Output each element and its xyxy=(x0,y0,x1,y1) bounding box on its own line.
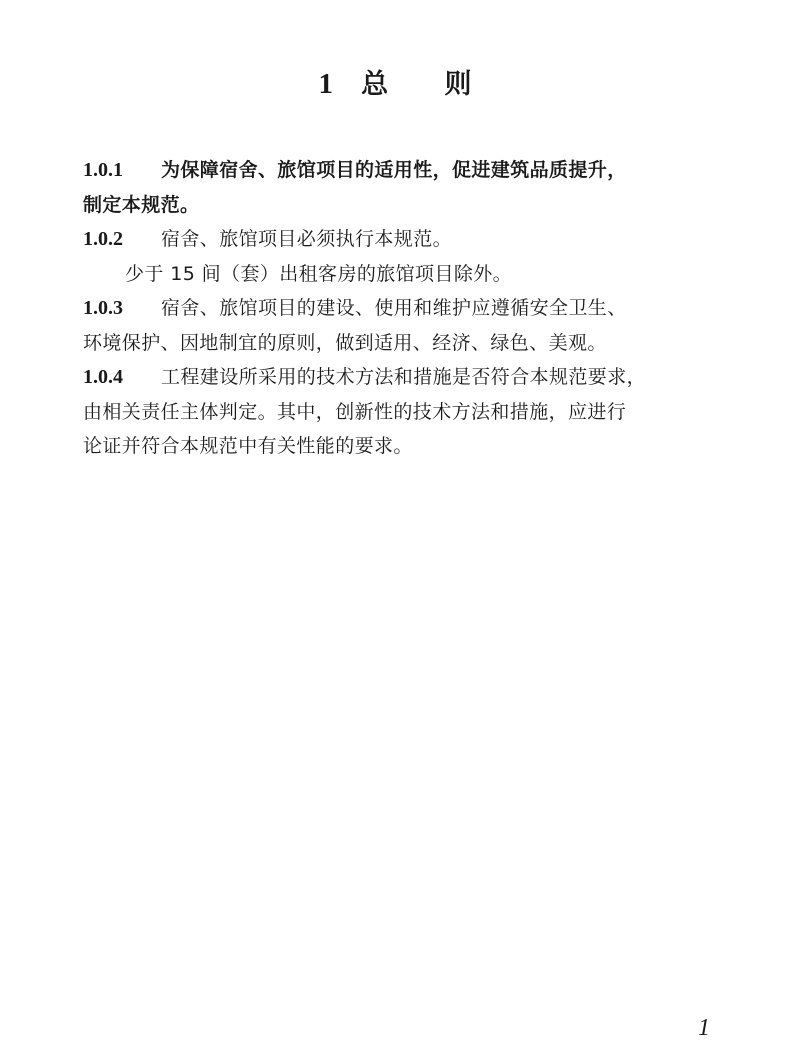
chapter-title xyxy=(0,64,790,105)
clause-1-0-3-line-1 xyxy=(83,290,723,325)
page-number: 1 xyxy=(698,1015,710,1041)
clause-1-0-4-line-1 xyxy=(83,359,723,394)
clause-number: 1.0.3 xyxy=(83,297,123,319)
clause-text: 少于 15 间（套）出租客房的旅馆项目除外。 xyxy=(125,262,513,285)
clause-1-0-2-line-1 xyxy=(83,221,723,256)
clause-1-0-1-line-1 xyxy=(83,152,723,187)
clause-1-0-4-line-2 xyxy=(83,394,723,429)
clause-text: 由相关责任主体判定。其中，创新性的技术方法和措施，应进行 xyxy=(83,400,627,423)
clause-1-0-2-line-2 xyxy=(83,256,723,291)
clause-number: 1.0.2 xyxy=(83,228,123,250)
clause-text: 宿舍、旅馆项目的建设、使用和维护应遵循安全卫生、 xyxy=(161,297,627,319)
clauses-body xyxy=(83,152,723,463)
chapter-number: 1 xyxy=(318,68,333,100)
clause-text: 宿舍、旅馆项目必须执行本规范。 xyxy=(161,228,453,250)
chapter-title-text: 总 则 xyxy=(361,69,472,100)
clause-text: 制定本规范。 xyxy=(83,193,200,216)
clause-text: 为保障宿舍、旅馆项目的适用性，促进建筑品质提升， xyxy=(161,159,627,181)
clause-text: 论证并符合本规范中有关性能的要求。 xyxy=(83,435,413,457)
clause-1-0-1-line-2 xyxy=(83,187,723,222)
clause-text: 环境保护、因地制宜的原则，做到适用、经济、绿色、美观。 xyxy=(83,331,607,354)
clause-number: 1.0.1 xyxy=(83,159,123,181)
clause-1-0-4-line-3 xyxy=(83,428,723,463)
clause-number: 1.0.4 xyxy=(83,366,123,388)
clause-1-0-3-line-2 xyxy=(83,325,723,360)
clause-text: 工程建设所采用的技术方法和措施是否符合本规范要求， xyxy=(161,366,647,388)
